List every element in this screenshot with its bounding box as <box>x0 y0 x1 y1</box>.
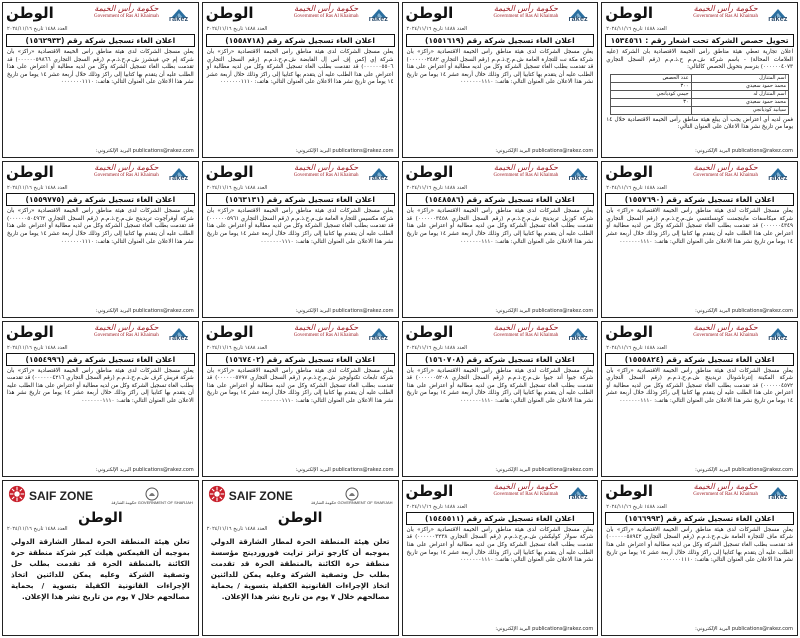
rakez-logo <box>762 163 794 183</box>
saif-zone-text: SAIF ZONE <box>228 488 293 503</box>
contact-email: publications@rakez.com البريد الإلكتروني: <box>295 148 394 155</box>
notice-card <box>2 161 199 317</box>
gov-english-name: Government of Ras Al Khaimah <box>94 14 159 19</box>
rakez-wordmark: rakez <box>169 16 189 23</box>
ras-al-khaimah-government-logo <box>94 323 159 339</box>
notice-body: اعلان تجارية تعطي هيئة مناطق رأس الخيمة الاقتصادية بأن الشركة (عليه العلامات المحالة) - باسم شركة ش.م.م ح.ذ.م.م (رقم السجل التجاري ٠٠٠٠٠٠٤٠٧٣) بترسم بتحويل الحصص كالتالي: <box>606 49 793 71</box>
rakez-logo <box>163 4 195 24</box>
notice-title: اعلان الغاء تسجيل شركة رقم (١٥٦٦٩٩٣) <box>605 512 794 525</box>
newspaper-brand: الوطن <box>6 163 54 182</box>
ras-al-khaimah-government-logo <box>693 323 758 339</box>
gov-arabic-name: حكومة رأس الخيمة <box>493 4 558 13</box>
rakez-mountain-icon <box>569 323 587 335</box>
contact-email: publications@rakez.com البريد الإلكتروني: <box>295 466 394 473</box>
notice-title: اعلان الغاء تسجيل شركة رقم (١٥٥٤٩٩٦) <box>6 353 195 366</box>
notice-header <box>203 162 398 185</box>
ras-al-khaimah-government-logo <box>294 4 359 20</box>
newspaper-brand: الوطن <box>605 163 654 182</box>
rakez-wordmark: rakez <box>568 334 588 342</box>
notice-body-wrap <box>203 207 398 307</box>
rakez-logo <box>363 163 395 183</box>
notice-title: اعلان الغاء تسجيل شركة رقم (١٥٥٨٧١٨) <box>206 34 395 47</box>
rakez-logo <box>762 323 794 343</box>
notice-body: يعلن مسجل الشركات لدى هيئة مناطق رأس الخيمة الاقتصادية «راكز» بأن شركة ماف للتجارة العامة ش.م.ح.ذ.م.م (رقم السجل التجاري ٠٠٠٠٠٠٥٨٩٤٢) قد تقدمت بطلب الغاء تسجيل الشركة وكل من لديه مطالبة أو اعتراض على هذا الطلب عليه أن يتقدم بها كتابيا إلى راكز وذلك خلال أربعة عشر ١٤ يوما من تاريخ نشر هذا الاعلان على العنوان التالي: هاتف: ٠٠٠٠٠٠٠١١١٠ <box>606 526 793 564</box>
notice-footer <box>203 148 398 157</box>
notice-header <box>3 162 198 185</box>
ras-al-khaimah-government-logo <box>693 163 758 179</box>
notice-footer <box>403 626 598 635</box>
rakez-wordmark: rakez <box>568 16 588 23</box>
notice-card <box>402 161 599 317</box>
gov-english-name: Government of Ras Al Khaimah <box>493 14 559 19</box>
sharjah-government-logo <box>111 486 192 505</box>
notice-card <box>402 2 599 158</box>
notice-title: اعلان الغاء تسجيل شركة رقم (١٥٦٣١٣١) <box>206 193 395 206</box>
rakez-wordmark: rakez <box>568 175 588 183</box>
issue-date: العدد ١٤٨٨ تاريخ ٢٠٢٤/١١/١٦ <box>606 26 667 32</box>
rakez-wordmark: rakez <box>169 175 189 183</box>
notice-card <box>202 2 399 158</box>
table-cell: عدد الحصص <box>611 74 691 82</box>
ras-al-khaimah-government-logo <box>294 323 359 339</box>
notice-title: اعلان الغاء تسجيل شركة رقم (١٥٦٢٩٣٣) <box>6 34 195 47</box>
gov-english-name: Government of Ras Al Khaimah <box>293 14 359 19</box>
saif-zone-logo <box>208 485 293 507</box>
rakez-wordmark: rakez <box>768 16 788 23</box>
notice-header <box>602 162 797 185</box>
newspaper-brand: الوطن <box>205 322 254 341</box>
issue-date: العدد ١٤٨٨ تاريخ ٢٠٢٤/١١/١٦ <box>7 26 68 32</box>
table-cell: جيمي كوديانجي <box>611 90 691 98</box>
issue-date: العدد ١٤٨٨ تاريخ ٢٠٢٤/١١/١٦ <box>7 344 68 351</box>
notice-header <box>203 3 398 26</box>
notice-footer <box>3 308 198 317</box>
contact-email: publications@rakez.com البريد الإلكتروني: <box>695 307 793 314</box>
notice-body-continued: فمن لديه أي اعتراض يجب أن يبلغ هيئة مناطق رأس الخيمة الاقتصادية خلال ١٤ يوما من تاريخ نشر هذا الاعلان على العنوان التالي: <box>606 116 793 131</box>
notice-footer <box>602 148 797 157</box>
gov-english-name: Government of Ras Al Khaimah <box>693 14 758 19</box>
notice-body: يعلن مسجل الشركات لدى هيئة مناطق رأس الخيمة الاقتصادية «راكز» بأن شركة المكينة إنترناشونال تريدينج ش.م.ح.ذ.م.م (رقم السجل التجاري ٠٠٠٠٠٠٤٥٧٢) قد تقدمت بطلب الغاء تسجيل الشركة وكل من لديه مطالبة أو اعتراض على هذا الطلب عليه أن يتقدم بها كتابيا إلى راكز وذلك خلال أربعة عشر ١٤ يوما من تاريخ نشر هذا الاعلان على العنوان التالي: هاتف: ٠٠٠٠٠٠٠١١١٠ <box>606 367 793 404</box>
rakez-mountain-icon <box>170 323 188 335</box>
newspaper-brand: الوطن <box>405 163 454 182</box>
sharjah-emblem-icon <box>145 486 159 500</box>
table-cell: ٣٠ <box>611 98 691 106</box>
notice-header <box>403 3 598 26</box>
gov-english-name: Government of Ras Al Khaimah <box>693 491 758 497</box>
rakez-logo <box>363 323 395 343</box>
rakez-wordmark: rakez <box>768 334 788 342</box>
newspaper-brand: الوطن <box>405 322 454 341</box>
notice-footer <box>602 626 797 635</box>
ras-al-khaimah-government-logo <box>94 163 159 179</box>
notice-title: اعلان الغاء تسجيل شركة رقم (١٥٦٧٤٠٢) <box>206 353 395 366</box>
notice-body: يعلن مسجل الشركات لدى هيئة مناطق رأس الخيمة الاقتصادية «راكز» بأن شركة ميكاسفات ماينجمنت كونسلتنسي ش.م.ح.ذ.م.م (رقم السجل التجاري ٠٠٠٠٠٠٤٣٤٩) قد تقدمت بطلب الغاء تسجيل الشركة وكل من لديه مطالبة أو اعتراض على هذا الطلب عليه أن يتقدم بها كتابيا إلى راكز وذلك خلال أربعة عشر ١٤ يوما من تاريخ نشر هذا الاعلان على العنوان التالي: هاتف: ٠٠٠٠٠٠٠١١١٠ <box>606 208 793 245</box>
rakez-mountain-icon <box>569 482 587 494</box>
issue-date: العدد ١٤٨٨ تاريخ ٢٠٢٤/١١/١٦ <box>406 344 468 351</box>
notice-title: اعلان الغاء تسجيل شركة رقم (١٥٥٥٨٢٤) <box>605 353 794 366</box>
contact-email: publications@rakez.com البريد الإلكتروني: <box>695 466 793 473</box>
gov-arabic-name: حكومة رأس الخيمة <box>493 322 558 332</box>
gov-english-name: Government of Ras Al Khaimah <box>693 332 758 338</box>
rakez-logo <box>363 4 395 24</box>
notice-card <box>402 321 599 477</box>
gov-arabic-name: حكومة رأس الخيمة <box>294 4 359 13</box>
saif-zone-sun-icon <box>208 485 226 507</box>
notice-body-wrap <box>602 48 797 148</box>
notice-body-wrap <box>403 526 598 626</box>
table-cell: اسم المتنازل له <box>691 90 788 98</box>
contact-email: publications@rakez.com البريد الإلكتروني: <box>495 307 594 314</box>
notice-body-wrap <box>3 207 198 307</box>
newspaper-brand: الوطن <box>277 509 323 526</box>
ras-al-khaimah-government-logo <box>294 163 359 179</box>
notice-body-wrap <box>403 48 598 148</box>
contact-email: publications@rakez.com البريد الإلكتروني: <box>695 148 793 155</box>
notice-body: تعلن هيئة المنطقة الحرة لمطار الشارقة الدولي بموجبه أن الفيمكس هيلث كير شركة منطقة حرة الكائنة بالمنطقة الحرة قد تقدمت بطلب حل وتصفية الشركة وعليه يمكن للدائنين اتخاذ الإجراءات القانونية الكفيلة بتسوية / بحماية مصالحهم خلال ٧ يوم من تاريخ نشر هذا الإعلان. <box>11 536 190 601</box>
notice-body-wrap <box>602 207 797 307</box>
gov-english-name: Government of Ras Al Khaimah <box>293 173 359 179</box>
gov-english-name: Government of Ras Al Khaimah <box>493 332 559 338</box>
rakez-mountain-icon <box>370 4 388 16</box>
notice-body: يعلن مسجل الشركات لدى هيئة مناطق رأس الخيمة الاقتصادية «راكز» بأن شركة إي إكس إف أس إل القابضة ش.م.ح.ذ.م.م (رقم السجل التجاري ٠٠٠٠٠٠٥٥٠٦) قد تقدمت بطلب الغاء تسجيل الشركة وكل من لديه مطالبة أو اعتراض على هذا الطلب عليه أن يتقدم بها كتابيا إلى راكز وذلك خلال أربعة عشر ١٤ يوما من تاريخ نشر هذا الاعلان على العنوان التالي: هاتف: ٠٠٠٠٠٠٠١١١٠ <box>206 49 394 86</box>
notice-body: يعلن مسجل الشركات لدى هيئة مناطق رأس الخيمة الاقتصادية «راكز» بأن شركة سولار كوليكشن ش.م.ح.ذ.م.م (رقم السجل التجاري ٠٠٠٠٠٠٣٢٣٨) قد تقدمت بطلب الغاء تسجيل الشركة وكل من لديه مطالبة أو اعتراض على هذا الطلب عليه أن يتقدم بها كتابيا إلى راكز وذلك خلال أربعة عشر ١٤ يوما من تاريخ نشر هذا الاعلان على العنوان التالي: هاتف: ٠٠٠٠٠٠٠١١١٠ <box>406 526 594 564</box>
sharjah-text: حكومة الشارقة GOVERNMENT OF SHARJAH <box>111 500 193 506</box>
issue-date: العدد ١٤٨٨ تاريخ ٢٠٢٤/١١/١٦ <box>7 185 68 192</box>
rakez-logo <box>762 482 794 502</box>
gov-arabic-name: حكومة رأس الخيمة <box>94 163 159 173</box>
contact-email: publications@rakez.com البريد الإلكتروني: <box>495 466 594 473</box>
issue-date: العدد ١٤٨٨ تاريخ ٢٠٢٤/١١/١٦ <box>206 26 268 32</box>
newspaper-brand: الوطن <box>605 322 654 341</box>
notice-body: يعلن مسجل الشركات لدى هيئة مناطق رأس الخيمة الاقتصادية «راكز» بأن شركة فريش كرف ش.م.ح.ذ.م.م (رقم السجل التجاري ٠٠٠٠٠٠٤٢١٦) قد تقدمت بطلب الغاء تسجيل الشركة وكل من لديه مطالبة أو اعتراض على هذا الطلب عليه أن يتقدم بها كتابيا إلى راكز وذلك خلال أربعة عشر ١٤ يوما من تاريخ نشر هذا الاعلان على العنوان التالي: هاتف: ٠٠٠٠٠٠٠١١١٠ <box>7 367 194 404</box>
notice-body: يعلن مسجل الشركات لدى هيئة مناطق رأس الخيمة الاقتصادية «راكز» بأن شركة أوفرآچوت تريدينج ش.م.ح.ذ.م.م (رقم السجل التجاري ٠٠٠٠٠٠٥٠٤٩٦٣) قد تقدمت بطلب الغاء تسجيل الشركة وكل من لديه مطالبة أو اعتراض على هذا الطلب عليه أن يتقدم بها كتابيا إلى راكز وذلك خلال أربعة عشر ١٤ يوما من تاريخ نشر هذا الاعلان على العنوان التالي: هاتف: ٠٠٠٠٠٠٠١١١٠ <box>7 208 194 245</box>
notice-card <box>202 161 399 317</box>
notice-card <box>601 2 798 158</box>
rakez-logo <box>163 163 195 183</box>
ras-al-khaimah-government-logo <box>693 482 758 498</box>
newspaper-brand: الوطن <box>405 481 454 500</box>
saif-zone-text: SAIF ZONE <box>29 488 94 503</box>
gov-english-name: Government of Ras Al Khaimah <box>493 491 559 497</box>
gov-arabic-name: حكومة رأس الخيمة <box>693 163 758 173</box>
notice-title: تحويل حصص الشركة تحت اشعار رقم : ١٥٣٤٥٦١ <box>605 34 794 47</box>
notice-card <box>2 480 199 636</box>
notice-body-wrap <box>203 48 398 148</box>
notice-title: اعلان الغاء تسجيل شركة رقم (١٥٤٨٥٨٦) <box>406 193 595 206</box>
rakez-mountain-icon <box>370 163 388 175</box>
notice-card <box>601 161 798 317</box>
rakez-mountain-icon <box>569 163 587 175</box>
notice-card <box>2 321 199 477</box>
notices-grid <box>2 2 798 636</box>
gov-arabic-name: حكومة رأس الخيمة <box>693 322 758 332</box>
notice-footer <box>602 308 797 317</box>
saif-header <box>203 481 398 508</box>
newspaper-brand: الوطن <box>6 4 54 22</box>
issue-date: العدد ١٤٨٨ تاريخ ٢٠٢٤/١١/١٦ <box>606 344 667 351</box>
ras-al-khaimah-government-logo <box>494 4 559 20</box>
newspaper-brand: الوطن <box>205 4 254 22</box>
saif-zone-wordmark <box>229 490 293 502</box>
issue-date: العدد ١٤٨٨ تاريخ ٢٠٢٤/١١/١٦ <box>206 344 268 351</box>
notice-body: يعلن مسجل الشركات لدى هيئة مناطق رأس الخيمة الاقتصادية «راكز» بأن شركة كوزيل تريدينج ش.م.ح.ذ.م.م (رقم السجل التجاري ٠٠٠٠٠٠٣٤٥٨) قد تقدمت بطلب الغاء تسجيل الشركة وكل من لديه مطالبة أو اعتراض على هذا الطلب عليه أن يتقدم بها كتابيا إلى راكز وذلك خلال أربعة عشر ١٤ يوما من تاريخ نشر هذا الاعلان على العنوان التالي: هاتف: ٠٠٠٠٠٠٠١١١٠ <box>406 208 594 245</box>
notice-body: يعلن مسجل الشركات لدى هيئة مناطق رأس الخيمة الاقتصادية «راكز» بأن شركة مكة نت للتجارة العامة ش.م.ح.ذ.م.م (رقم السجل التجاري ٠٠٠٠٠٠٢٤٨٢) قد تقدمت بطلب الغاء تسجيل الشركة وكل من لديه مطالبة أو اعتراض على هذا الطلب عليه أن يتقدم بها كتابيا إلى راكز وذلك خلال أربعة عشر ١٤ يوما من تاريخ نشر هذا الاعلان على العنوان التالي: هاتف: ٠٠٠٠٠٠٠١١١٠ <box>406 49 594 86</box>
notice-title: اعلان الغاء تسجيل شركة رقم (١٥٥٧٦٩٠) <box>605 193 794 206</box>
notice-card <box>202 321 399 477</box>
notice-footer <box>203 467 398 476</box>
gov-english-name: Government of Ras Al Khaimah <box>94 173 159 179</box>
notice-card <box>601 480 798 636</box>
ras-al-khaimah-government-logo <box>494 323 559 339</box>
rakez-wordmark: rakez <box>768 493 788 501</box>
newspaper-brand: الوطن <box>405 4 454 22</box>
newspaper-brand: الوطن <box>605 4 654 22</box>
notice-footer <box>3 467 198 476</box>
rakez-wordmark: rakez <box>368 334 389 342</box>
issue-date: العدد ١٤٨٨ تاريخ ٢٠٢٤/١١/١٦ <box>606 503 667 510</box>
contact-email: publications@rakez.com البريد الإلكتروني: <box>295 307 394 314</box>
notice-header <box>403 481 598 504</box>
contact-email: publications@rakez.com البريد الإلكتروني: <box>695 626 793 632</box>
rakez-mountain-icon <box>769 163 787 175</box>
ras-al-khaimah-government-logo <box>494 163 559 179</box>
gov-arabic-name: حكومة رأس الخيمة <box>493 481 558 491</box>
rakez-logo <box>562 4 594 24</box>
issue-date: العدد ١٤٨٨ تاريخ ٢٠٢٤/١١/١٦ <box>206 185 268 192</box>
notice-body: يعلن مسجل الشركات لدى هيئة مناطق رأس الخيمة الاقتصادية «راكز» بأن شركة تابعات تكنولوجيز ش.م.ح.ذ.م.م (رقم السجل التجاري ٠٠٠٠٠٠٥٧٩٧) قد تقدمت بطلب الغاء تسجيل الشركة وكل من لديه مطالبة أو اعتراض على هذا الطلب عليه أن يتقدم بها كتابيا إلى راكز وذلك خلال أربعة عشر ١٤ يوما من تاريخ نشر هذا الاعلان على العنوان التالي: هاتف: ٠٠٠٠٠٠٠١١١٠ <box>206 367 394 404</box>
table-cell: اسم المتنازل <box>691 74 788 82</box>
gov-english-name: Government of Ras Al Khaimah <box>293 332 359 338</box>
notice-header <box>403 322 598 345</box>
newspaper-brand: الوطن <box>205 163 254 182</box>
rakez-wordmark: rakez <box>768 175 788 183</box>
gov-english-name: Government of Ras Al Khaimah <box>94 332 159 338</box>
notice-body: يعلن مسجل الشركات لدى هيئة مناطق رأس الخيمة الاقتصادية «راكز» بأن شركة إم جي فينشرز ش.م.ح.ذ.م.م (رقم السجل التجاري ٠٠٠٠٠٠٥٩٨٦٦) قد تقدمت بطلب الغاء تسجيل الشركة وكل من لديه مطالبة أو اعتراض على هذا الطلب عليه أن يتقدم بها كتابيا إلى راكز وذلك خلال أربعة عشر ١٤ يوما من تاريخ نشر هذا الاعلان على العنوان التالي: هاتف: ٠٠٠٠٠٠٠١١١٠ <box>7 49 194 86</box>
table-row <box>611 106 789 114</box>
issue-date: العدد ١٤٨٨ تاريخ ٢٠٢٤/١١/١٦ <box>406 26 468 32</box>
notice-body-wrap <box>403 367 598 467</box>
rakez-logo <box>762 4 794 24</box>
notice-footer <box>403 148 598 157</box>
gov-arabic-name: حكومة رأس الخيمة <box>94 322 159 332</box>
rakez-logo <box>562 163 594 183</box>
table-row <box>611 82 789 90</box>
notice-title: اعلان الغاء تسجيل شركة رقم (١٥٦٠٧٠٨) <box>406 353 595 366</box>
notice-title: اعلان الغاء تسجيل شركة رقم (١٥٥٩٧٧٥) <box>6 193 195 206</box>
notice-body-wrap <box>403 207 598 307</box>
sharjah-emblem-icon <box>345 486 359 500</box>
notice-card <box>402 480 599 636</box>
notice-card <box>601 321 798 477</box>
rakez-mountain-icon <box>769 323 787 335</box>
notice-header <box>3 322 198 345</box>
notice-header <box>403 162 598 185</box>
notice-card <box>202 480 399 636</box>
rakez-mountain-icon <box>769 4 787 16</box>
issue-date: العدد ١٤٨٨ تاريخ ٢٠٢٤/١١/١٦ <box>406 503 468 510</box>
newspaper-brand: الوطن <box>78 509 123 526</box>
sharjah-government-logo <box>311 486 392 505</box>
table-cell <box>611 106 691 114</box>
shares-table <box>610 74 789 115</box>
gov-arabic-name: حكومة رأس الخيمة <box>294 163 359 173</box>
gov-arabic-name: حكومة رأس الخيمة <box>94 4 159 13</box>
saif-zone-wordmark <box>29 490 93 502</box>
gov-arabic-name: حكومة رأس الخيمة <box>493 163 558 173</box>
table-cell: سيانيد كوديانجي <box>691 106 788 114</box>
notice-footer <box>403 467 598 476</box>
rakez-logo <box>562 482 594 502</box>
issue-date: العدد ١٤٨٨ تاريخ ٢٠٢٤/١١/١٦ <box>606 185 667 192</box>
rakez-wordmark: rakez <box>368 16 389 23</box>
table-row <box>611 74 789 82</box>
notice-header <box>602 481 797 504</box>
notice-footer <box>602 467 797 476</box>
saif-zone-logo <box>8 485 93 507</box>
notice-body: يعلن مسجل الشركات لدى هيئة مناطق رأس الخيمة الاقتصادية «راكز» بأن شركة جيوا أند جيوا ش.م.ح.ذ.م.م (رقم السجل التجاري ٠٠٠٠٠٠٥٢٠٨) قد تقدمت بطلب الغاء تسجيل الشركة وكل من لديه مطالبة أو اعتراض على هذا الطلب عليه أن يتقدم بها كتابيا إلى راكز وذلك خلال أربعة عشر ١٤ يوما من تاريخ نشر هذا الاعلان على العنوان التالي: هاتف: ٠٠٠٠٠٠٠١١١٠ <box>406 367 594 404</box>
notice-body: تعلن هيئة المنطقة الحرة لمطار الشارقة الدولي بموجبه أن كارجو ترانز ترايت فوروردينج مؤسسة منطقة حرة الكائنة بالمنطقة الحرة قد تقدمت بطلب حل وتصفية الشركة وعليه يمكن للدائنين اتخاذ الإجراءات القانونية الكفيلة بتسوية / بحماية مصالحهم خلال ٧ يوم من تاريخ نشر هذا الإعلان. <box>210 536 390 601</box>
saif-zone-sun-icon <box>8 485 26 507</box>
notice-title: اعلان الغاء تسجيل شركة رقم (١٥٥١٦١٩) <box>406 34 595 47</box>
notice-card <box>2 2 199 158</box>
table-cell: محمد حمود سعيدي <box>691 98 788 106</box>
notice-footer <box>403 308 598 317</box>
rakez-logo <box>163 323 195 343</box>
rakez-logo <box>562 323 594 343</box>
rakez-wordmark: rakez <box>169 334 189 342</box>
table-cell: ٣٠٠ <box>611 82 691 90</box>
notice-footer <box>3 148 198 157</box>
rakez-mountain-icon <box>769 482 787 494</box>
saif-header <box>3 481 198 508</box>
contact-email: publications@rakez.com البريد الإلكتروني: <box>95 307 194 314</box>
contact-email: publications@rakez.com البريد الإلكتروني: <box>495 626 594 632</box>
sharjah-text: حكومة الشارقة GOVERNMENT OF SHARJAH <box>311 500 393 506</box>
notice-body-wrap <box>602 526 797 626</box>
rakez-mountain-icon <box>569 4 587 16</box>
notice-header <box>3 3 198 26</box>
rakez-mountain-icon <box>370 323 388 335</box>
notice-header <box>602 322 797 345</box>
newspaper-brand: الوطن <box>605 481 654 500</box>
issue-date: العدد ١٤٨٨ تاريخ ٢٠٢٤/١١/١٦ <box>206 525 268 532</box>
ras-al-khaimah-government-logo <box>693 4 758 20</box>
notice-footer <box>203 308 398 317</box>
rakez-mountain-icon <box>170 163 188 175</box>
gov-arabic-name: حكومة رأس الخيمة <box>693 4 758 13</box>
ras-al-khaimah-government-logo <box>94 4 159 20</box>
table-row <box>611 90 789 98</box>
ras-al-khaimah-government-logo <box>494 482 559 498</box>
issue-date: العدد ١٤٨٨ تاريخ ٢٠٢٤/١١/١٦ <box>7 525 68 532</box>
notice-body-wrap <box>3 48 198 148</box>
contact-email: publications@rakez.com البريد الإلكتروني: <box>95 148 194 155</box>
notice-header <box>602 3 797 26</box>
table-cell: محمد حمود سعيدي <box>691 82 788 90</box>
newspaper-brand: الوطن <box>6 322 54 341</box>
notice-body-wrap <box>602 367 797 467</box>
rakez-mountain-icon <box>170 4 188 16</box>
notice-header <box>203 322 398 345</box>
gov-english-name: Government of Ras Al Khaimah <box>493 173 559 179</box>
contact-email: publications@rakez.com البريد الإلكتروني: <box>495 148 594 155</box>
rakez-wordmark: rakez <box>368 175 389 183</box>
gov-english-name: Government of Ras Al Khaimah <box>693 173 758 179</box>
gov-arabic-name: حكومة رأس الخيمة <box>294 322 359 332</box>
contact-email: publications@rakez.com البريد الإلكتروني: <box>95 466 194 473</box>
notice-body: يعلن مسجل الشركات لدى هيئة مناطق رأس الخيمة الاقتصادية «راكز» بأن شركة مكسيس للتجارة العامة ش.م.ح.ذ.م.م (رقم السجل التجاري ٠٠٠٠٠٠٥٩٦١) قد تقدمت بطلب الغاء تسجيل الشركة وكل من لديه مطالبة أو اعتراض على هذا الطلب عليه أن يتقدم بها كتابيا إلى راكز وذلك خلال أربعة عشر ١٤ يوما من تاريخ نشر هذا الاعلان على العنوان التالي: هاتف: ٠٠٠٠٠٠٠١١١٠ <box>206 208 394 245</box>
table-row <box>611 98 789 106</box>
issue-date: العدد ١٤٨٨ تاريخ ٢٠٢٤/١١/١٦ <box>406 185 468 192</box>
notice-body-wrap <box>203 367 398 467</box>
notice-body-wrap <box>3 367 198 467</box>
rakez-wordmark: rakez <box>568 493 588 501</box>
notice-title: اعلان الغاء تسجيل شركة رقم (١٥٤٥٥١١) <box>406 512 595 525</box>
gov-arabic-name: حكومة رأس الخيمة <box>693 481 758 491</box>
